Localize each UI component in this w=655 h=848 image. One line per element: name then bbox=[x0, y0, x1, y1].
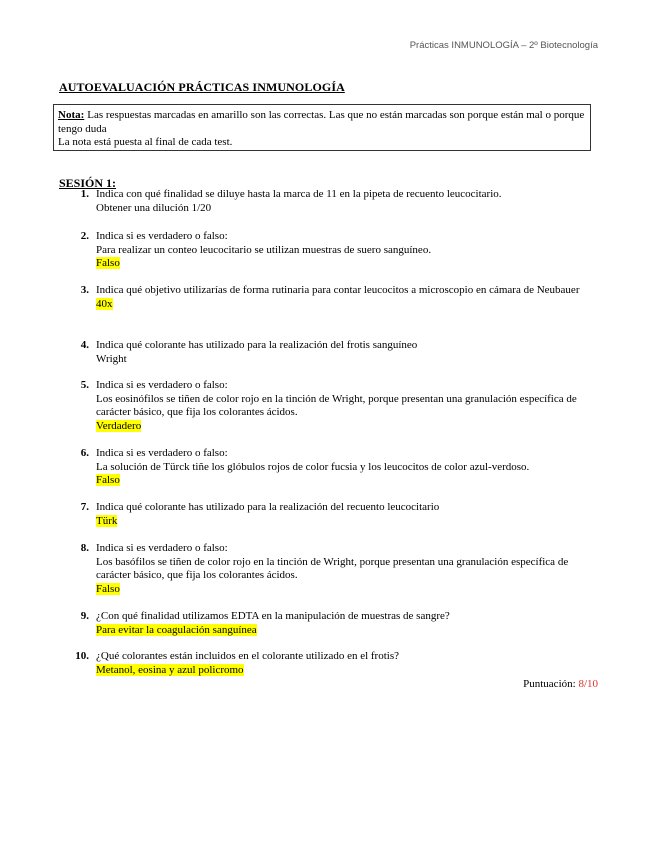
question-body bbox=[96, 188, 596, 215]
answer-highlight: Verdadero bbox=[96, 419, 142, 432]
question-text: Indica si es verdadero o falso: bbox=[96, 230, 228, 242]
note-label: Nota: bbox=[58, 109, 85, 121]
question-number: 10. bbox=[75, 650, 89, 662]
question-text: ¿Qué colorantes están incluidos en el colorante utilizado en el frotis? bbox=[96, 650, 399, 662]
note-box bbox=[53, 104, 591, 151]
question-body bbox=[96, 379, 596, 433]
answer-highlight: Metanol, eosina y azul policromo bbox=[96, 663, 244, 676]
question-text: Obtener una dilución 1/20 bbox=[96, 201, 212, 214]
question-text: Indica qué colorante has utilizado para la realización del recuento leucocitario bbox=[96, 501, 440, 513]
answer-highlight: Falso bbox=[96, 582, 120, 595]
note-text-1: Las respuestas marcadas en amarillo son las correctas. Las que no están marcadas son porque están mal o porque tengo duda bbox=[58, 109, 585, 135]
question-number: 9. bbox=[80, 610, 89, 622]
question-number: 4. bbox=[80, 339, 89, 351]
question-number: 2. bbox=[80, 230, 89, 242]
answer-highlight: Türk bbox=[96, 514, 118, 527]
question-body bbox=[96, 230, 596, 271]
question-body bbox=[96, 447, 596, 488]
question-number: 8. bbox=[80, 542, 89, 554]
question-body bbox=[96, 284, 596, 311]
page-header: Prácticas INMUNOLOGÍA – 2º Biotecnología bbox=[409, 40, 598, 51]
question-text: Indica qué colorante has utilizado para la realización del frotis sanguíneo bbox=[96, 339, 418, 351]
answer-highlight: 40x bbox=[96, 297, 113, 310]
score-label: Puntuación: bbox=[523, 678, 576, 690]
question-text: Indica con qué finalidad se diluye hasta la marca de 11 en la pipeta de recuento leucocitario. bbox=[96, 188, 502, 200]
question-body bbox=[96, 610, 596, 637]
question-body bbox=[96, 501, 596, 528]
question-text: Indica si es verdadero o falso: bbox=[96, 447, 228, 459]
question-text: ¿Con qué finalidad utilizamos EDTA en la manipulación de muestras de sangre? bbox=[96, 610, 450, 622]
question-text: Indica si es verdadero o falso: bbox=[96, 379, 228, 391]
question-body bbox=[96, 339, 596, 366]
answer-highlight: Falso bbox=[96, 257, 120, 269]
question-text: Indica si es verdadero o falso: bbox=[96, 542, 228, 554]
session-title: SESIÓN 1: bbox=[59, 176, 117, 190]
answer-highlight: Para evitar la coagulación sanguínea bbox=[96, 623, 257, 636]
question-body bbox=[96, 542, 596, 596]
note-line-1 bbox=[58, 109, 586, 136]
question-text: Indica qué objetivo utilizarías de forma rutinaria para contar leucocitos a microscopio en cámara de Neubauer bbox=[96, 284, 580, 296]
score-value: 8/10 bbox=[578, 678, 598, 690]
question-text: Wright bbox=[96, 352, 127, 365]
question-number: 3. bbox=[80, 284, 89, 296]
question-body bbox=[96, 650, 596, 677]
question-text: Los basófilos se tiñen de color rojo en la tinción de Wright, porque presentan una granulación específica de carácter básico, que fija los colorantes ácidos. bbox=[96, 555, 569, 581]
question-text: Los eosinófilos se tiñen de color rojo en la tinción de Wright, porque presentan una granulación específica de carácter básico, que fija los colorantes ácidos. bbox=[96, 392, 577, 418]
answer-highlight: Falso bbox=[96, 474, 120, 486]
question-number: 1. bbox=[80, 188, 89, 200]
question-number: 6. bbox=[80, 447, 89, 459]
score-line bbox=[523, 678, 598, 690]
question-number: 7. bbox=[80, 501, 89, 513]
question-number: 5. bbox=[80, 379, 89, 391]
document-title: AUTOEVALUACIÓN PRÁCTICAS INMUNOLOGÍA bbox=[59, 80, 345, 94]
question-text: Para realizar un conteo leucocitario se utilizan muestras de suero sanguíneo. bbox=[96, 243, 432, 256]
note-line-2: La nota está puesta al final de cada test. bbox=[58, 136, 233, 148]
question-text: La solución de Türck tiñe los glóbulos rojos de color fucsia y los leucocitos de color azul-verdoso. bbox=[96, 460, 530, 473]
